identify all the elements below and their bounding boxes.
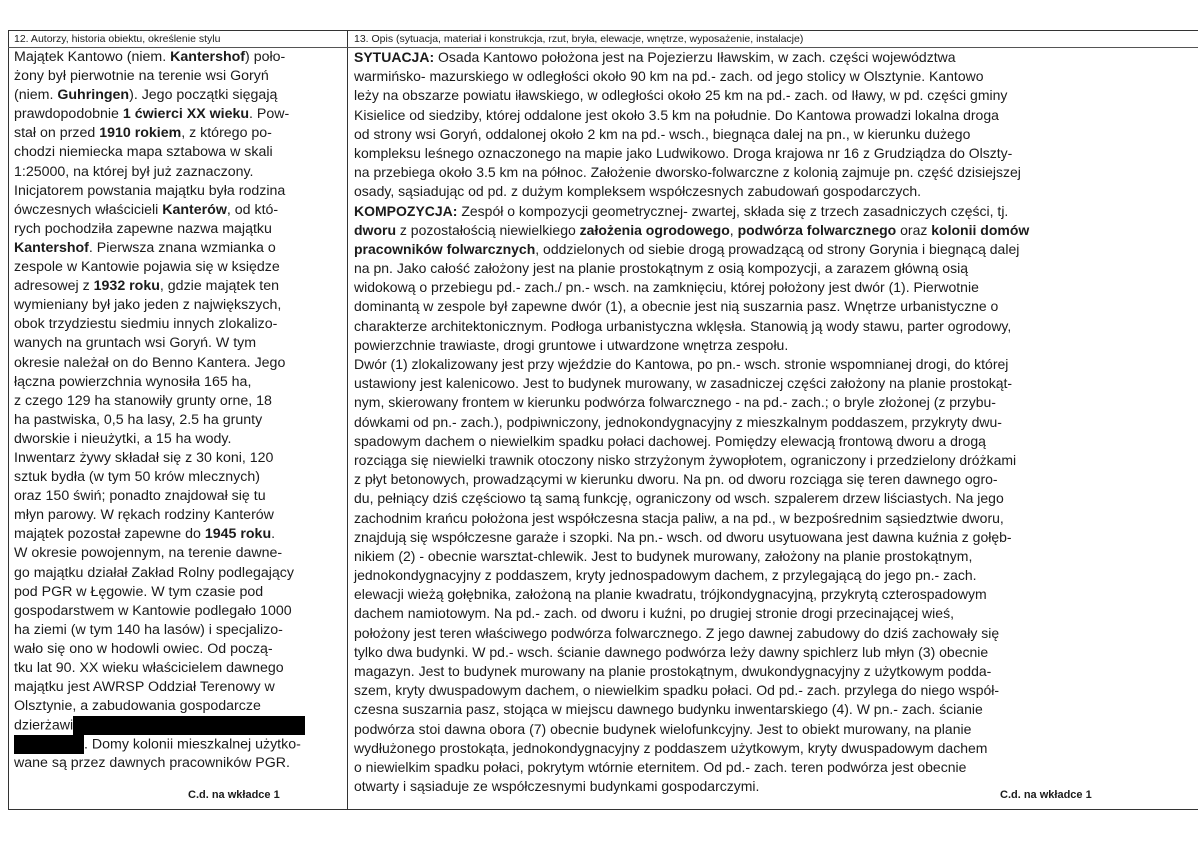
redaction-block (14, 735, 84, 754)
history-text-line: wymieniany był jako jeden z największych, (14, 297, 282, 314)
history-text-line: Inwentarz żywy składał się z 30 koni, 120 (14, 449, 274, 466)
history-text-line: ha pastwiska, 0,5 ha lasy, 2.5 ha grunty (14, 411, 263, 428)
description-text-line: z płyt betonowych, prowadzącymi w kierunku dworu. Na pn. od dworu rozciąga się teren dawnego ogro- (354, 471, 998, 488)
section-13-header: 13. Opis (sytuacja, materiał i konstrukcja, rzut, bryła, elewacje, wnętrze, wyposażenie, instalacje) (354, 33, 804, 45)
bold-term: SYTUACJA: (354, 49, 435, 65)
description-text-line: nym, skierowany frontem w kierunku podwórza folwarcznego - na pd.- zach.; o bryle złożonej (z przybu- (354, 394, 996, 411)
description-text-line: leży na obszarze powiatu iławskiego, w odległości około 25 km na pd.- zach. od Iławy, w pd. części gminy (354, 87, 1008, 104)
description-text-line: ustawiony jest kalenicowo. Jest to budynek murowany, w zasadniczej części założony na planie prostokąt- (354, 375, 1013, 392)
history-text-line: rych pochodziła zapewne nazwa majątku (14, 220, 272, 237)
description-column (354, 48, 1194, 796)
history-text-line: żony był pierwotnie na terenie wsi Goryń (14, 68, 269, 85)
description-text-line: dominantą w zespole był zapewne dwór (1), a obecnie jest nią suszarnia pasz. Wnętrze urbanistyczne o (354, 298, 999, 315)
history-text-line: wanych na gruntach wsi Goryń. W tym (14, 335, 257, 352)
bold-term: dworu (354, 221, 396, 238)
bold-term: 1910 rokiem (99, 125, 182, 142)
history-text-line: adresowej z 1932 roku, gdzie majątek ten (14, 278, 279, 295)
description-text-line: elewacji wieżą gołębnika, założoną na planie kwadratu, trójkondygnacyjną, przykrytą czterospadowym (354, 586, 987, 603)
description-text-line: tylko dwa budynki. W pd.- wsch. ścianie dawnego podwórza leży dawny spichlerz lub młyn (3) obecnie (354, 643, 989, 660)
description-text-line: otwarty i sąsiaduje ze współczesnymi budynkami gospodarczymi. (354, 778, 760, 795)
history-text-line: stał on przed 1910 rokiem, z którego po- (14, 125, 272, 142)
description-text-line: położony jest teren właściwego podwórza folwarcznego. Z jego dawnej zabudowy do dziś zachowały się (354, 624, 1000, 641)
description-text-line: pracowników folwarcznych, oddzielonych od siebie drogą prowadzącą od strony Gorynia i biegnącą dalej (354, 240, 1020, 257)
bold-term: 1 ćwierci XX wieku (122, 106, 250, 123)
redaction-block (73, 716, 305, 735)
history-text-line: z czego 129 ha stanowiły grunty orne, 18 (14, 392, 272, 409)
history-text-line: gospodarstwem w Kantowie podlegało 1000 (14, 602, 292, 619)
description-text-line: o niewielkim spadku połaci, pokrytym wtórnie eternitem. Od pd.- zach. teren podwórza jest obecnie (354, 758, 967, 775)
history-text-line: dzierżawi (14, 716, 342, 735)
history-column (14, 48, 342, 774)
bold-term: KOMPOZYCJA: (354, 202, 458, 219)
bold-term: Kantershof (170, 49, 246, 65)
description-text-line: zachodnim krańcu położona jest współczesna stacja paliw, a na pd., w bezpośrednim sąsiedztwie dworu, (354, 509, 1004, 526)
history-text-line: Majątek Kantowo (niem. Kantershof) poło- (14, 49, 286, 65)
description-text-line: kompleksu leśnego oznaczonego na mapie jako Ludwikowo. Droga krajowa nr 16 z Grudziądza do Olszty- (354, 144, 1013, 161)
bold-term: kolonii domów (931, 221, 1030, 238)
description-text-line: na przebiega około 3.5 km na północ. Założenie dworsko-folwarczne z kolonią zajmuje pn. część dzisiejszej (354, 164, 1021, 181)
bold-term: Guhringen (57, 87, 130, 104)
history-text-line: prawdopodobnie 1 ćwierci XX wieku. Pow- (14, 106, 290, 123)
description-text-line: spadowym dachem o niewielkim spadku połaci dachowej. Pomiędzy elewacją frontową dworu a drogą (354, 432, 986, 449)
history-text-line: oraz 150 świń; ponadto znajdował się tu (14, 488, 266, 505)
history-text-line: wało się ono w hodowli owiec. Od począ- (14, 640, 273, 657)
bold-term: podwórza folwarcznego (737, 221, 897, 238)
description-text-line: dworu z pozostałością niewielkiego założenia ogrodowego, podwórza folwarcznego oraz kolonii domów (354, 221, 1030, 238)
column-divider (347, 30, 348, 810)
description-text-line: charakterze architektonicznym. Podłoga urbanistyczna wklęsła. Stanowią ją wody stawu, parter ogrodowy, (354, 317, 1012, 334)
history-text-line: zespole w Kantowie pojawia się w księdze (14, 259, 280, 276)
history-text-line: (niem. Guhringen). Jego początki sięgają (14, 87, 278, 104)
history-text-line: Olsztynie, a zabudowania gospodarcze (14, 698, 261, 715)
history-text-line: obok trzydziestu siedmiu innych zlokalizo- (14, 316, 278, 333)
history-text-line: młyn parowy. W rękach rodziny Kanterów (14, 507, 274, 524)
history-text-line: chodzi niemiecka mapa sztabowa w skali (14, 144, 273, 161)
section-12-header: 12. Autorzy, historia obiektu, określenie stylu (14, 33, 221, 45)
history-text-line: Inicjatorem powstania majątku była rodzina (14, 182, 286, 199)
bold-term: pracowników folwarcznych (354, 240, 536, 257)
history-text-line: Kantershof. Pierwsza znana wzmianka o (14, 239, 276, 256)
history-text-line: . Domy kolonii mieszkalnej użytko- (14, 735, 342, 754)
description-text-line: SYTUACJA: Osada Kantowo położona jest na Pojezierzu Iławskim, w zach. części województwa (354, 49, 956, 65)
continuation-note-right: C.d. na wkładce 1 (1000, 789, 1092, 801)
history-text-line: wane są przez dawnych pracowników PGR. (14, 755, 290, 772)
description-text-line: czesna suszarnia pasz, stojąca w miejscu dawnego budynku inwentarskiego (4). W pn.- zach. ścianie (354, 701, 983, 718)
bold-term: 1932 roku (93, 278, 160, 295)
continuation-note-left: C.d. na wkładce 1 (188, 789, 280, 801)
bold-term: Kantershof (14, 239, 89, 256)
description-text-line: nikiem (2) - obecnie warsztat-chlewik. Jest to budynek murowany, założony na planie prostokątnym, (354, 547, 973, 564)
bold-term: Kanterów (162, 201, 227, 218)
description-text-line: du, pełniący dziś częściowo tą samą funkcję, ograniczony od wsch. szpalerem drzew liściastych. Na jego (354, 490, 1004, 507)
history-text-line: dworskie i nieużytki, a 15 ha wody. (14, 430, 232, 447)
description-text-line: szem, kryty dwuspadowym dachem, o niewielkim spadku połaci. Od pd.- zach. przylega do niego współ- (354, 682, 1000, 699)
description-text-line: rozciąga się niewielki trawnik otoczony nisko strzyżonym żywopłotem, ograniczony i przedzielony dróżkami (354, 451, 1017, 468)
history-text-line: sztuk bydła (w tym 50 krów mlecznych) (14, 469, 260, 486)
history-text-line: ha ziemi (w tym 140 ha lasów) i specjalizo- (14, 621, 283, 638)
description-text-line: Kisielice od siedziby, której oddalone jest około 3.5 km na południe. Do Kantowa prowadzi lokalna droga (354, 106, 999, 123)
description-text-line: podwórza stoi dawna obora (7) obecnie budynek wielofunkcyjny. Jest to obiekt murowany, na planie (354, 720, 972, 737)
description-text-line: jednokondygnacyjny z poddaszem, kryty jednospadowym dachem, z przylegającą do jego pn.- zach. (354, 567, 977, 584)
description-text-line: warmińsko- mazurskiego w odległości około 90 km na pd.- zach. od jego stolicy w Olsztynie. Kantowo (354, 68, 984, 85)
description-text-line: na pn. Jako całość założony jest na planie prostokątnym z osią kompozycji, a zarazem główną osią (354, 260, 968, 277)
history-text-line: łączna powierzchnia wynosiła 165 ha, (14, 373, 252, 390)
description-text-line: magazyn. Jest to budynek murowany na planie prostokątnym, dwukondygnacyjny z użytkowym podda- (354, 663, 992, 679)
history-text-line: majątek pozostał zapewne do 1945 roku. (14, 526, 276, 543)
description-text-line: dówkami od pn.- zach.), podpiwniczony, jednokondygnacyjny z mieszkalnym poddaszem, przykryty dwu- (354, 413, 1002, 430)
history-text-line: okresie należał on do Benno Kantera. Jego (14, 354, 286, 371)
description-text-line: widokową o przebiegu pd.- zach./ pn.- wsch. na zamknięciu, której położony jest dwór (1). Pierwotnie (354, 279, 979, 296)
history-text-line: majątku jest AWRSP Oddział Terenowy w (14, 679, 275, 696)
bold-term: 1945 roku (204, 526, 272, 543)
description-text-line: znajdują się współczesne garaże i szopki. Na pn.- wsch. od dworu usytuowana jest dawna kuźnia z gołęb- (354, 528, 1012, 545)
description-text-line: dachem namiotowym. Na pd.- zach. od dworu i kuźni, po drugiej stronie drogi przecinającej wieś, (354, 605, 954, 622)
description-text-line: osady, sąsiadując od pd. z dużym kompleksem współczesnych zabudowań gospodarczych. (354, 183, 922, 200)
history-text-line: tku lat 90. XX wieku właścicielem dawnego (14, 660, 284, 676)
history-text-line: go majątku działał Zakład Rolny podlegający (14, 564, 294, 581)
description-text-line: powierzchnie trawiaste, drogi gruntowe i utwardzone wnętrza zespołu. (354, 336, 789, 353)
history-text-line: ówczesnych właścicieli Kanterów, od któ- (14, 201, 279, 218)
description-text-line: wydłużonego prostokąta, jednokondygnacyjny z poddaszem użytkowym, kryty dwuspadowym dachem (354, 739, 988, 756)
description-text-line: Dwór (1) zlokalizowany jest przy wjeździe do Kantowa, po pn.- wsch. stronie wspomnianej drogi, do której (354, 356, 1009, 372)
description-text-line: od strony wsi Goryń, oddalonej około 2 km na pd.- wsch., biegnąca dalej na pn., w kierunku dużego (354, 125, 971, 142)
bold-term: założenia ogrodowego (579, 221, 730, 238)
history-text-line: 1:25000, na której był już zaznaczony. (14, 163, 254, 180)
history-text-line: W okresie powojennym, na terenie dawne- (14, 545, 283, 562)
description-text-line: KOMPOZYCJA: Zespół o kompozycji geometrycznej- zwartej, składa się z trzech zasadniczych części, tj. (354, 202, 1009, 219)
history-text-line: pod PGR w Łęgowie. W tym czasie pod (14, 583, 264, 600)
